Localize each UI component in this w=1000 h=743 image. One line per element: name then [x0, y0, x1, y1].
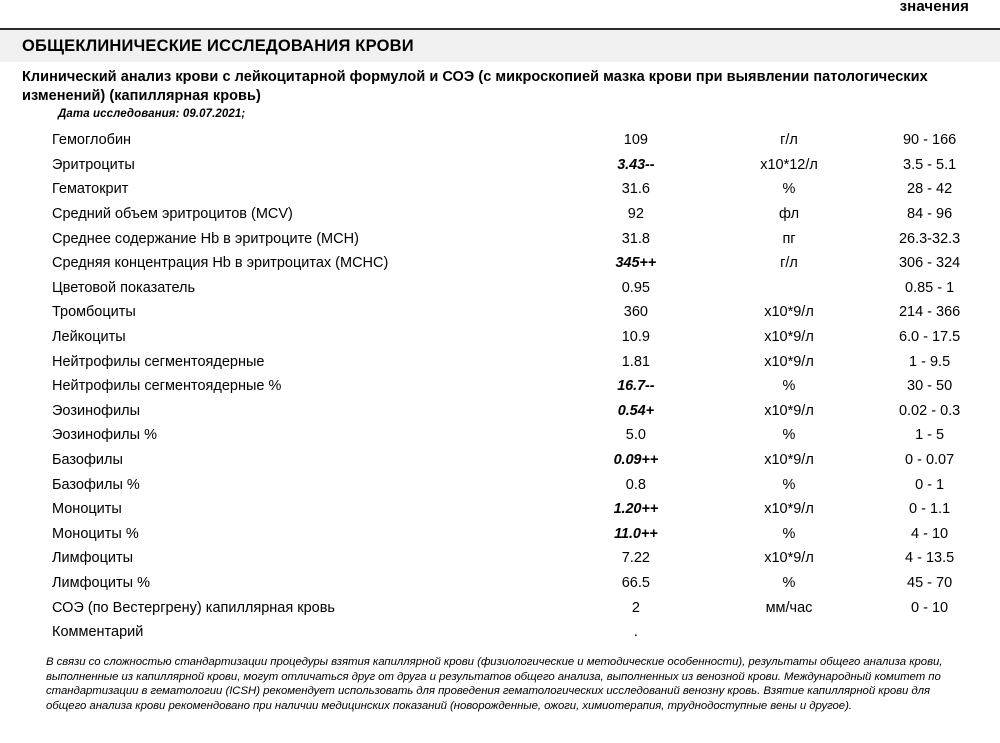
analyte-reference-range: 4 - 13.5 [905, 550, 955, 567]
analyte-unit: x10*9/л [764, 550, 814, 567]
analyte-value: 66.5 [621, 574, 650, 591]
analyte-reference-range: 0 - 0.07 [905, 452, 955, 469]
table-row [0, 177, 1000, 202]
analyte-value: 0.95 [621, 279, 650, 296]
analyte-reference-range: 0.02 - 0.3 [898, 402, 961, 419]
analyte-name: Лейкоциты [52, 329, 126, 346]
analyte-value: 10.9 [621, 329, 650, 346]
analyte-value: 31.8 [621, 230, 650, 247]
analyte-unit: x10*9/л [764, 304, 814, 321]
analyte-reference-range: 214 - 366 [898, 304, 961, 321]
analyte-value: 7.22 [621, 550, 650, 567]
table-row [0, 472, 1000, 497]
analyte-value: 1.20++ [613, 501, 659, 518]
analyte-reference-range: 6.0 - 17.5 [898, 329, 961, 346]
analyte-reference-range: 28 - 42 [907, 181, 953, 198]
analyte-unit: % [782, 476, 796, 493]
table-row [0, 202, 1000, 227]
analyte-reference-range: 90 - 166 [902, 132, 957, 149]
analyte-unit: г/л [780, 132, 798, 149]
analyte-name: Базофилы % [52, 476, 140, 493]
table-row [0, 571, 1000, 596]
analyte-name: Нейтрофилы сегментоядерные % [52, 378, 282, 395]
table-row [0, 399, 1000, 424]
analyte-name: Эозинофилы % [52, 427, 157, 444]
analyte-value: 31.6 [621, 181, 650, 198]
column-header-reference-values: значения [899, 0, 969, 15]
analyte-name: Эритроциты [52, 156, 135, 173]
analyte-reference-range: 0 - 1 [915, 476, 945, 493]
analyte-value: 11.0++ [614, 525, 658, 542]
analyte-unit: x10*9/л [764, 452, 814, 469]
analyte-unit: x10*9/л [764, 402, 814, 419]
table-row [0, 128, 1000, 153]
analyte-reference-range: 45 - 70 [907, 574, 953, 591]
analyte-value: 5.0 [625, 427, 646, 444]
table-row [0, 153, 1000, 178]
table-row [0, 546, 1000, 571]
analyte-unit [719, 276, 859, 301]
analyte-unit: % [782, 574, 796, 591]
analyte-value: 16.7-- [617, 378, 655, 395]
analyte-value: . [633, 624, 638, 641]
analyte-name: Комментарий [52, 624, 144, 641]
analyte-reference-range: 26.3-32.3 [898, 230, 961, 247]
results-table [0, 128, 1000, 644]
analyte-name: Лимфоциты [52, 550, 134, 567]
analyte-reference-range [859, 620, 1000, 645]
analyte-name: Гематокрит [52, 181, 129, 198]
analyte-name: Моноциты [52, 501, 122, 518]
analyte-reference-range: 3.5 - 5.1 [903, 156, 957, 173]
analyte-reference-range: 84 - 96 [907, 206, 953, 223]
table-row [0, 423, 1000, 448]
analyte-value: 0.09++ [613, 452, 659, 469]
analyte-value: 3.43-- [617, 156, 655, 173]
analyte-unit [719, 620, 859, 645]
table-row [0, 300, 1000, 325]
analyte-name: Среднее содержание Hb в эритроците (MCH) [52, 230, 359, 247]
table-row [0, 325, 1000, 350]
analyte-unit: % [782, 181, 796, 198]
analyte-value: 2 [631, 599, 640, 616]
analyte-unit: x10*9/л [764, 353, 814, 370]
analyte-unit: % [782, 427, 796, 444]
analyte-name: Гемоглобин [52, 132, 132, 149]
panel-study-date: Дата исследования: 09.07.2021; [58, 108, 246, 120]
analyte-reference-range: 30 - 50 [907, 378, 953, 395]
analyte-unit: % [782, 378, 796, 395]
analyte-name: Цветовой показатель [52, 279, 196, 296]
analyte-reference-range: 1 - 9.5 [909, 353, 951, 370]
analyte-name: Средний объем эритроцитов (MCV) [52, 206, 293, 223]
table-row [0, 620, 1000, 645]
analyte-reference-range: 0 - 10 [911, 599, 949, 616]
analyte-name: Средняя концентрация Hb в эритроцитах (MCHC) [52, 255, 389, 272]
table-row [0, 349, 1000, 374]
analyte-value: 92 [627, 206, 644, 223]
table-row [0, 522, 1000, 547]
analyte-reference-range: 4 - 10 [911, 525, 949, 542]
footnote-text: В связи со сложностью стандартизации процедуры взятия капиллярной крови (физиологические и методические особенности), результаты общего анализа крови, выполненные из капиллярной крови, могут отличаться друг от друга и результатов общего анализа, выполненных из венозной крови. Международный комитет по стандартизации в гематологии (ICSH) рекомендует использовать для проведения гематологических исследований венозну кровь. Взятие капиллярной крови для общего анализа крови рекомендовано при наличии медицинских показаний (новорожденные, ожоги, химиотерапия, труднодоступные вены и другое). [46, 656, 943, 712]
table-row [0, 251, 1000, 276]
table-row [0, 276, 1000, 301]
analyte-value: 0.54+ [617, 402, 654, 419]
analyte-name: Нейтрофилы сегментоядерные [52, 353, 265, 370]
analyte-unit: % [782, 525, 796, 542]
table-row [0, 497, 1000, 522]
table-row [0, 448, 1000, 473]
section-header-band [0, 28, 1000, 62]
analyte-value: 360 [623, 304, 648, 321]
analyte-value: 0.8 [625, 476, 646, 493]
table-column-header-strip [0, 0, 1000, 26]
analyte-reference-range: 1 - 5 [915, 427, 945, 444]
analyte-unit: x10*9/л [764, 501, 814, 518]
analyte-reference-range: 0 - 1.1 [909, 501, 951, 518]
analyte-name: Моноциты % [52, 525, 139, 542]
panel-title: Клинический анализ крови с лейкоцитарной формулой и СОЭ (с микроскопией мазка крови при выявлении патологических изменений) (капиллярная кровь) [22, 69, 928, 104]
analyte-value: 109 [623, 132, 648, 149]
analyte-name: Лимфоциты % [52, 574, 150, 591]
analyte-unit: x10*9/л [764, 329, 814, 346]
analyte-name: Эозинофилы [52, 402, 141, 419]
analyte-unit: г/л [780, 255, 798, 272]
analyte-unit: x10*12/л [760, 156, 818, 173]
section-title: ОБЩЕКЛИНИЧЕСКИЕ ИССЛЕДОВАНИЯ КРОВИ [22, 37, 414, 55]
results-table-body [0, 128, 1000, 644]
analyte-unit: мм/час [765, 599, 813, 616]
analyte-reference-range: 306 - 324 [898, 255, 961, 272]
analyte-reference-range: 0.85 - 1 [905, 279, 955, 296]
analyte-unit: фл [778, 206, 800, 223]
table-row [0, 595, 1000, 620]
analyte-name: Базофилы [52, 452, 123, 469]
analyte-value: 1.81 [621, 353, 650, 370]
analyte-unit: пг [782, 230, 796, 247]
analyte-name: СОЭ (по Вестергрену) капиллярная кровь [52, 599, 335, 616]
analyte-value: 345++ [615, 255, 657, 272]
analyte-name: Тромбоциты [52, 304, 136, 321]
table-row [0, 374, 1000, 399]
table-row [0, 226, 1000, 251]
